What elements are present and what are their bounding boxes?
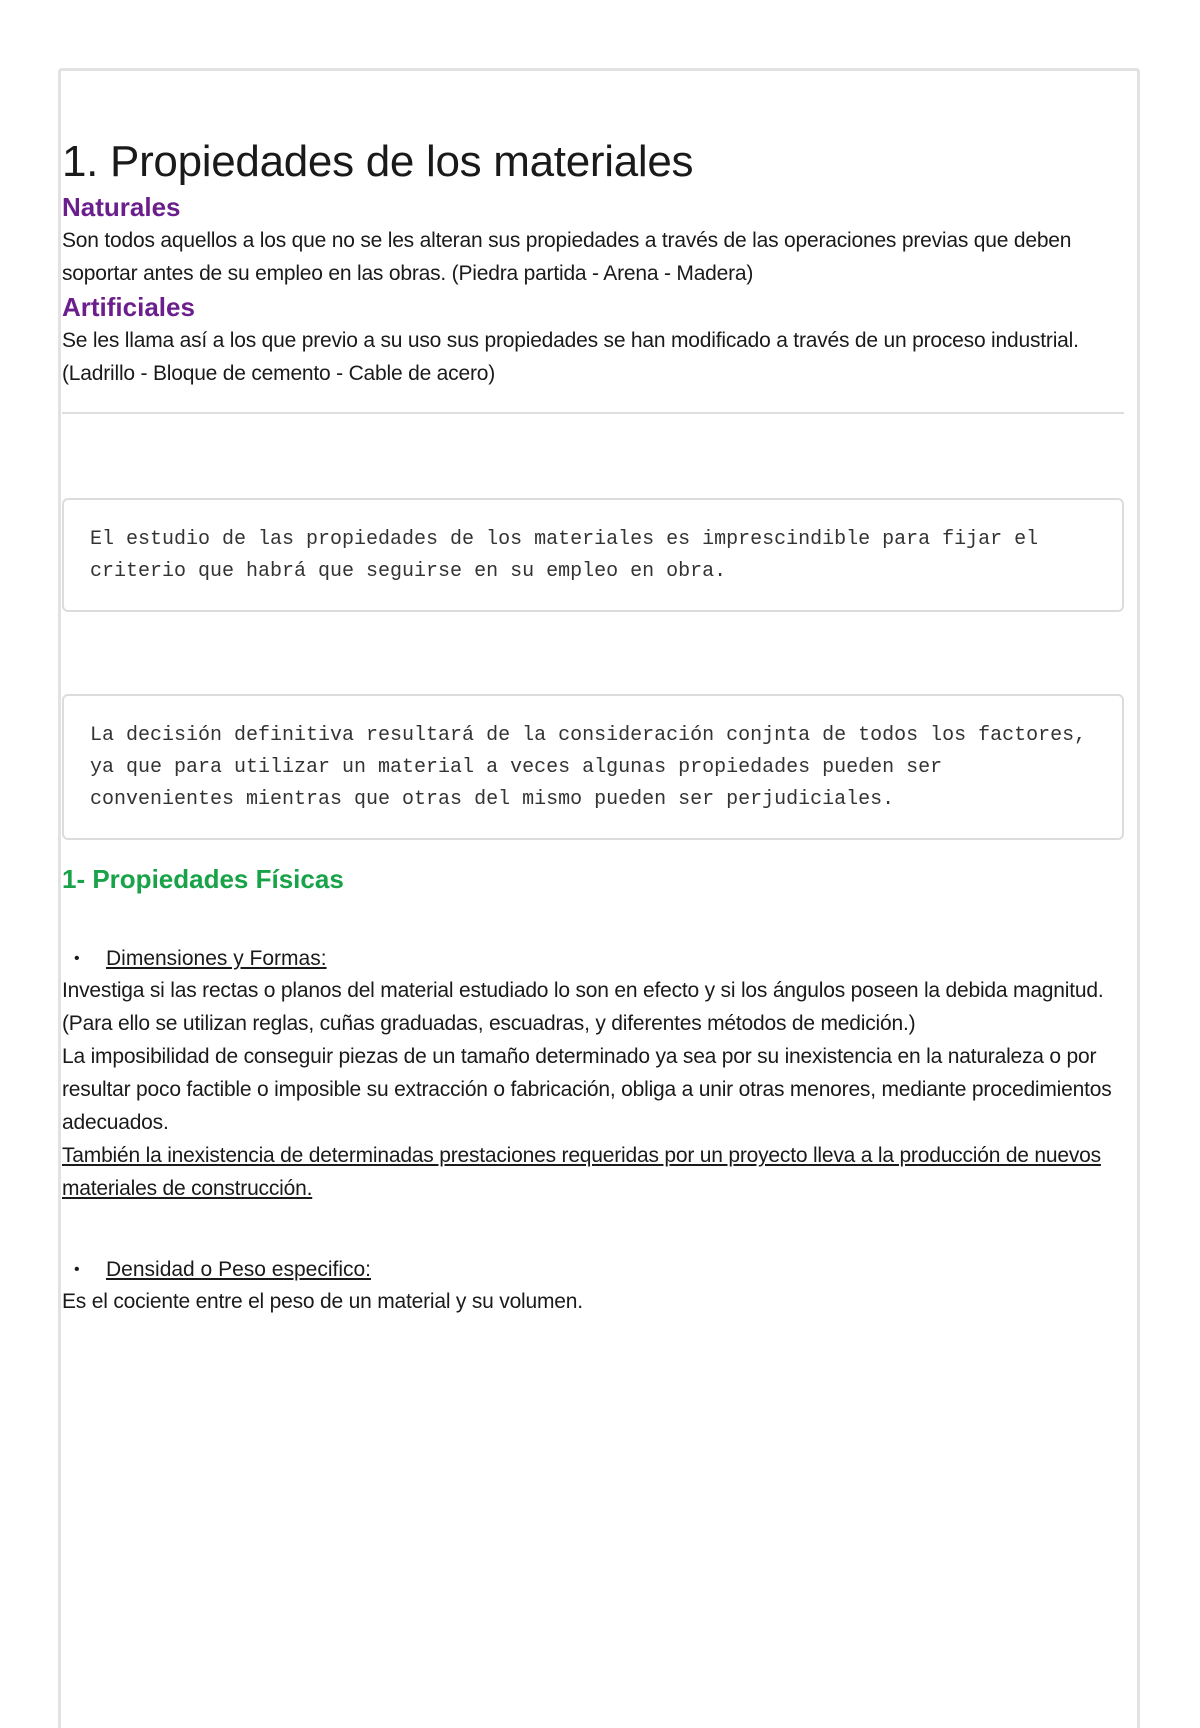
dimensiones-underlined-note: También la inexistencia de determinadas prestaciones requeridas por un proyecto lleva a la producción de nuevos materiales de construcción. xyxy=(62,1144,1101,1200)
document-content xyxy=(62,68,1124,1318)
divider xyxy=(62,412,1124,414)
list-item-label: Densidad o Peso especifico: xyxy=(106,1258,371,1281)
artificiales-heading: Artificiales xyxy=(62,292,195,322)
code-block-1: El estudio de las propiedades de los materiales es imprescindible para fijar el criterio que habrá que seguirse en su empleo en obra. xyxy=(62,498,1124,612)
densidad-paragraph-1: Es el cociente entre el peso de un material y su volumen. xyxy=(62,1290,583,1313)
code-block-2: La decisión definitiva resultará de la consideración conjnta de todos los factores, ya que para utilizar un material a veces algunas propiedades pueden ser convenientes mientras que otras del mismo pueden ser perjudiciales. xyxy=(62,694,1124,840)
list-item-dimensiones xyxy=(74,944,1124,974)
bullet-icon: • xyxy=(74,950,80,967)
naturales-text: Son todos aquellos a los que no se les alteran sus propiedades a través de las operaciones previas que deben soportar antes de su empleo en las obras. (Piedra partida - Arena - Madera) xyxy=(62,229,1072,285)
bullet-icon: • xyxy=(74,1261,80,1278)
page-title: 1. Propiedades de los materiales xyxy=(62,137,694,186)
dimensiones-paragraph-1: Investiga si las rectas o planos del material estudiado lo son en efecto y si los ángulos poseen la debida magnitud. (Para ello se utilizan reglas, cuñas graduadas, escuadras, y diferentes métodos de medición.) xyxy=(62,979,1104,1035)
section-heading: 1- Propiedades Físicas xyxy=(62,864,344,894)
artificiales-text: Se les llama así a los que previo a su uso sus propiedades se han modificado a través de un proceso industrial. (Ladrillo - Bloque de cemento - Cable de acero) xyxy=(62,329,1079,385)
list-item-label: Dimensiones y Formas: xyxy=(106,947,327,970)
naturales-heading: Naturales xyxy=(62,192,181,222)
list-item-densidad xyxy=(74,1255,1124,1285)
dimensiones-paragraph-2: La imposibilidad de conseguir piezas de un tamaño determinado ya sea por su inexistencia en la naturaleza o por resultar poco factible o imposible su extracción o fabricación, obliga a unir otras menores, mediante procedimientos adecuados. xyxy=(62,1045,1112,1134)
